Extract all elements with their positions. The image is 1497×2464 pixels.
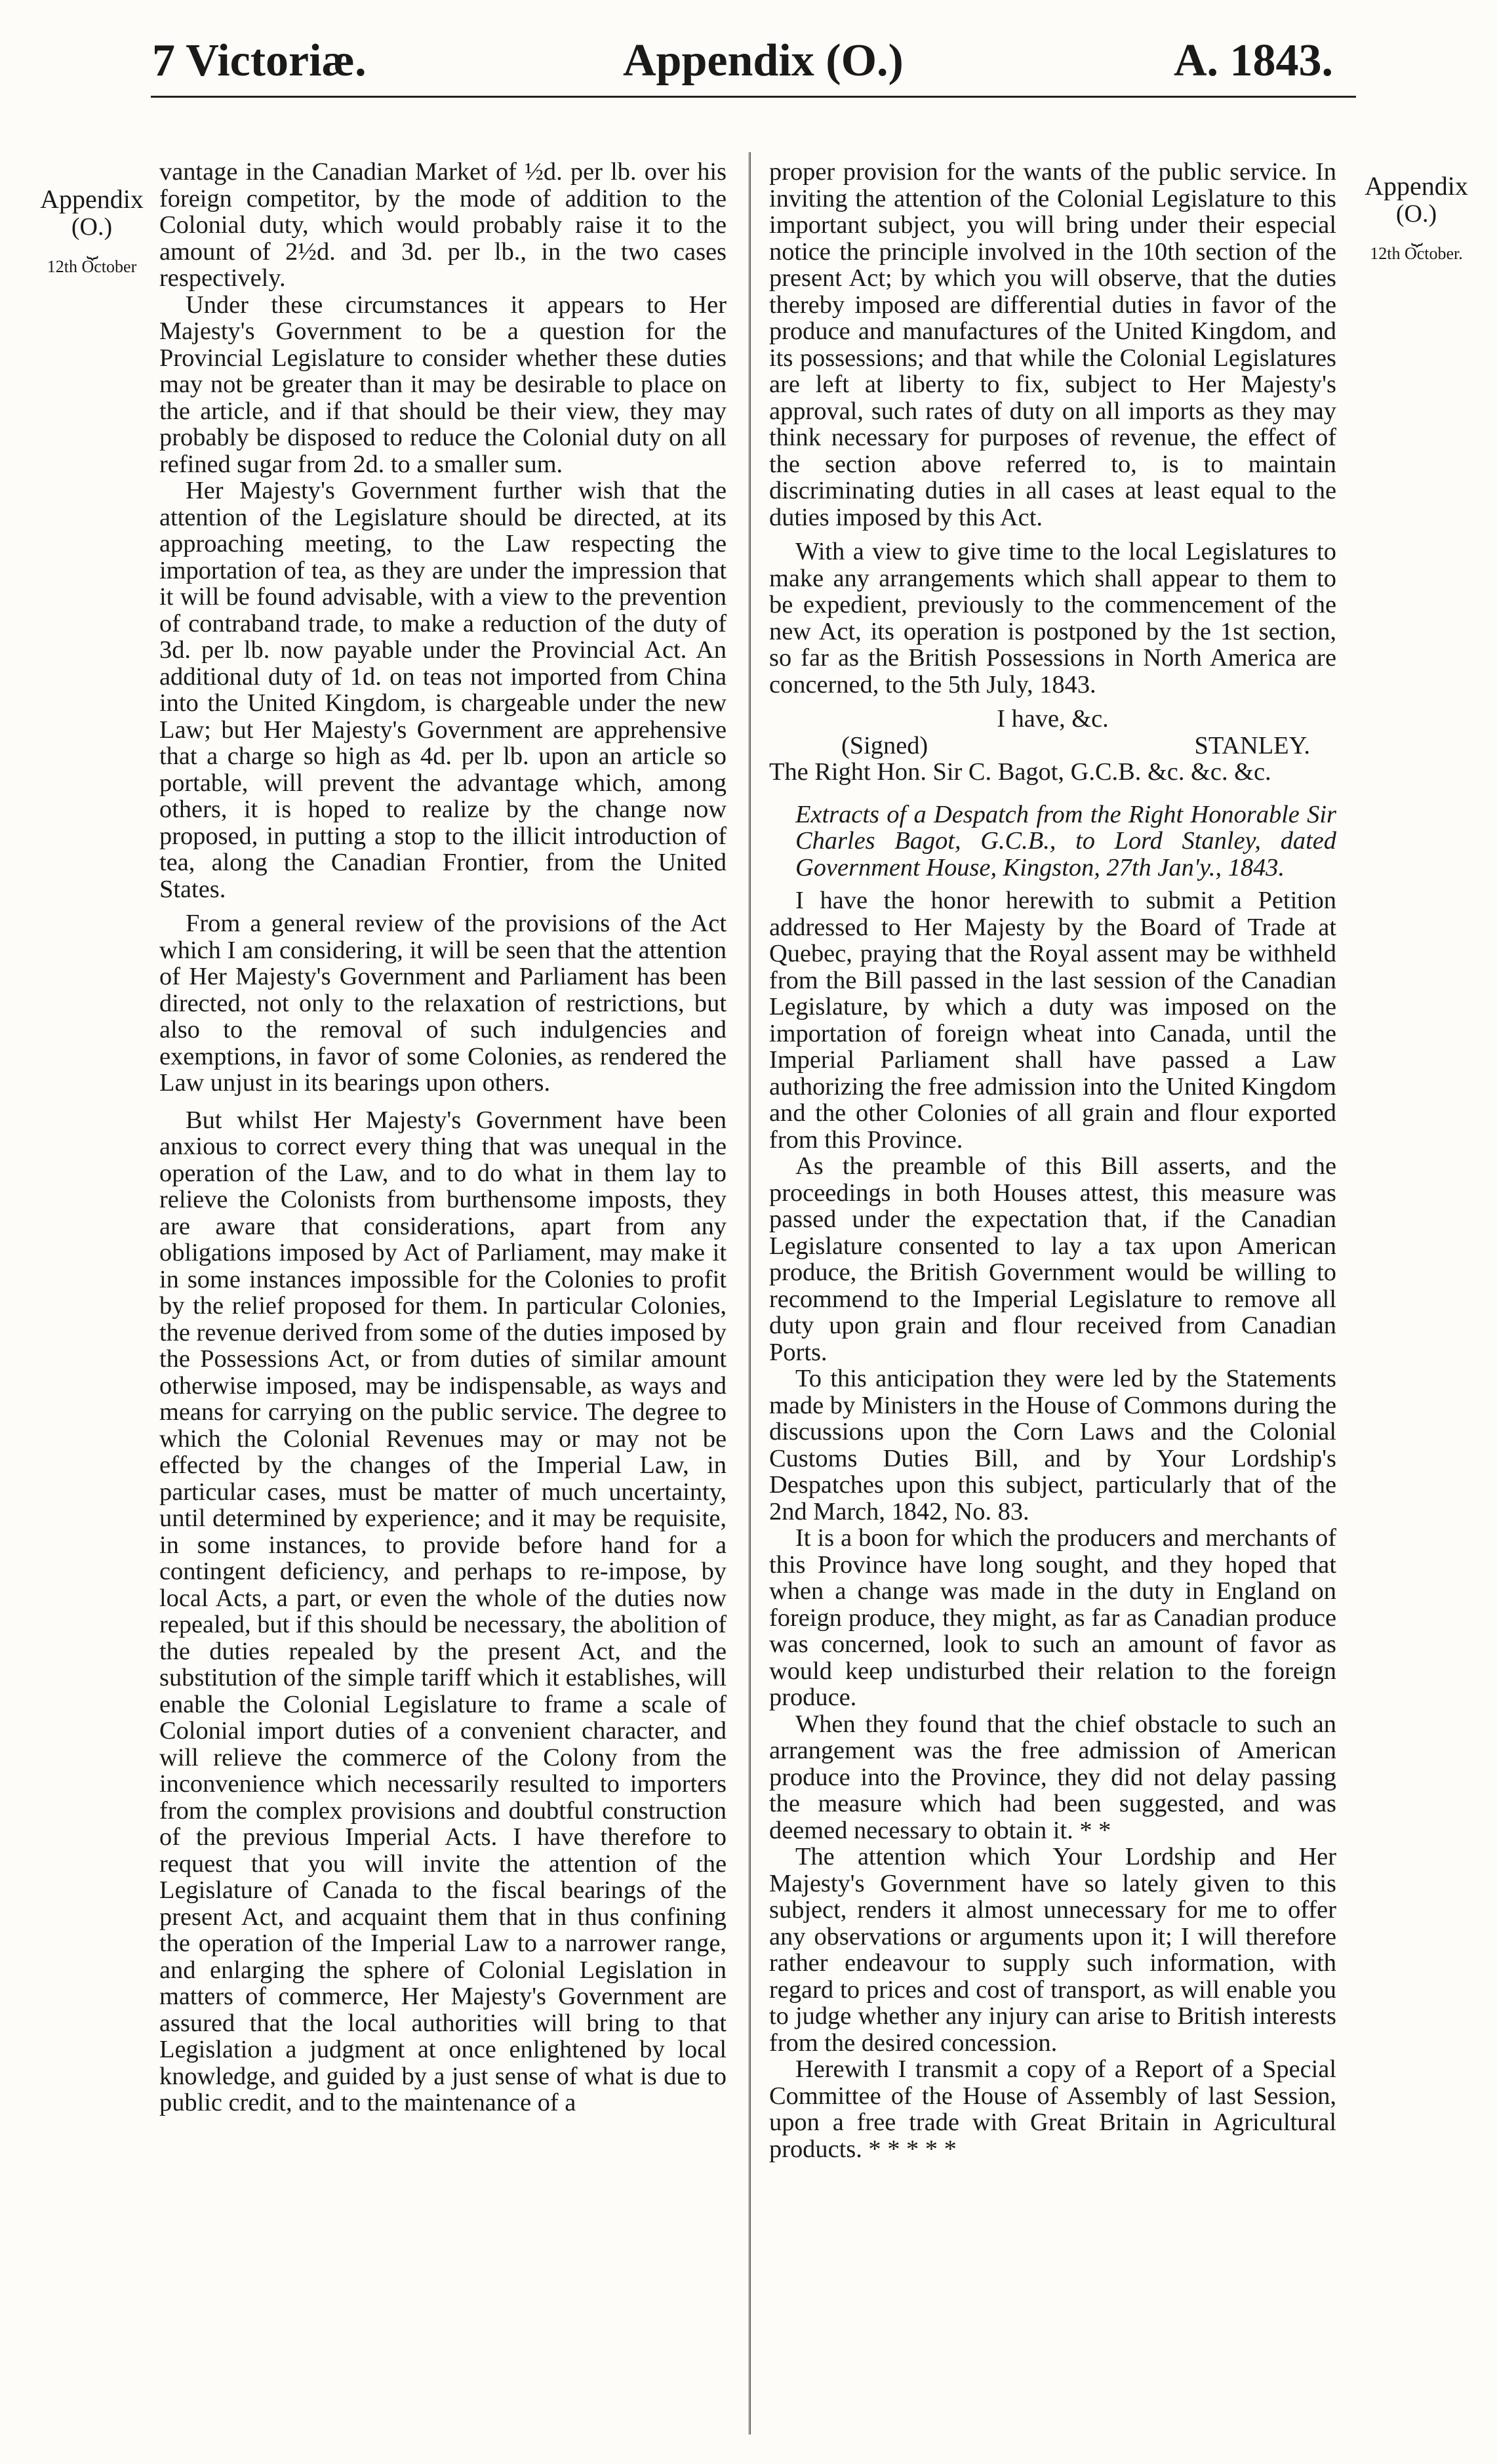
column-divider [749, 152, 751, 2434]
paragraph: proper provision for the wants of the public service. In inviting the attention of the Colonial Legislature to this important subject, you will bring under their especial notice the principle involved in the 10th section of the present Act; by which you will observe, that the duties thereby imposed are differential duties in favor of the produce and manufactures of the United Kingdom, and its possessions; and that while the Colonial Legislatures are left at liberty to fix, subject to Her Majesty's approval, such rates of duty on all imports as they may think necessary for purposes of revenue, the effect of the section above referred to, is to maintain discriminating duties in all cases at least equal to the duties imposed by this Act. [769, 159, 1336, 531]
signed-label: (Signed) [841, 731, 928, 759]
paragraph: It is a boon for which the producers and merchants of this Province have long sought, and they hoped that when a change was made in the duty in England on foreign produce, they might, as far as Canadian produce was concerned, look to such an amount of favor as would keep undisturbed their relation to the foreign produce. [769, 1524, 1336, 1711]
paragraph: From a general review of the provisions of the Act which I am considering, it will be seen that the attention of Her Majesty's Government and Parliament has been directed, not only to the relaxation of restrictions, but also to the removal of such indulgencies and exemptions, in favor of some Colonies, as rendered the Law unjust in its bearings upon others. [159, 910, 727, 1097]
paragraph: vantage in the Canadian Market of ½d. per lb. over his foreign competitor, by the mode of addition to the Colonial duty, which would probably raise it to the amount of 2½d. and 3d. per lb., in the two cases respectively. [159, 159, 727, 292]
paragraph: The attention which Your Lordship and Her Majesty's Government have so lately given to this subject, renders it almost unnecessary for me to offer any observations or arguments upon it; I will therefore rather endeavour to supply such information, with regard to prices and cost of transport, as will enable you to judge whether any injury can arise to British interests from the desired concession. [769, 1843, 1336, 2057]
right-column [769, 159, 1336, 2434]
paragraph: With a view to give time to the local Legislatures to make any arrangements which shall appear to them to be expedient, previously to the commencement of the new Act, its operation is postponed by the 1st section, so far as the British Possessions in North America are concerned, to the 5th July, 1843. [769, 538, 1336, 698]
right-margin-note [1351, 172, 1482, 264]
margin-appendix-label: Appendix [1365, 171, 1468, 201]
closing-salutation: I have, &c. [997, 705, 1109, 733]
page-header [0, 0, 1497, 131]
signer-name: STANLEY. [1194, 731, 1310, 759]
left-column [159, 159, 727, 2434]
paragraph: Herewith I transmit a copy of a Report of a Special Committee of the House of Assembly of last Session, upon a free trade with Great Britain in Agricultural products. * * * * * [769, 2055, 1336, 2163]
paragraph: When they found that the chief obstacle to such an arrangement was the free admission of American produce into the Province, they did not delay passing the measure which had been suggested, and was deemed necessary to obtain it. * * [769, 1710, 1336, 1844]
margin-appendix-letter: (O.) [1395, 200, 1437, 228]
header-session: 7 Victoriæ. [152, 35, 367, 86]
margin-appendix-label: Appendix [40, 184, 144, 214]
margin-brace: ⏟ [87, 237, 97, 259]
despatch-heading: Extracts of a Despatch from the Right Honorable Sir Charles Bagot, G.C.B., to Lord Stanley, dated Government House, Kingston, 27th Jan'y., 1843. [795, 800, 1336, 881]
addressee: The Right Hon. Sir C. Bagot, G.C.B. &c. &c. &c. [769, 758, 1271, 786]
paragraph: To this anticipation they were led by the Statements made by Ministers in the House of Commons during the discussions upon the Corn Laws and the Colonial Customs Duties Bill, and by Your Lordship's Despatches upon this subject, particularly that of the 2nd March, 1842, No. 83. [769, 1365, 1336, 1525]
paragraph: As the preamble of this Bill asserts, and the proceedings in both Houses attest, this measure was passed under the expectation that, if the Canadian Legislature consented to lay a tax upon American produce, the British Government would be willing to recommend to the Imperial Legislature to remove all duty upon grain and flour received from Canadian Ports. [769, 1152, 1336, 1366]
margin-brace: ⏟ [1411, 224, 1422, 246]
margin-date: 12th October. [1370, 244, 1463, 263]
header-year: A. 1843. [1174, 35, 1334, 86]
paragraph: But whilst Her Majesty's Government have been anxious to correct every thing that was unequal in the operation of the Law, and to do what in them lay to relieve the Colonists from burthensome imposts, they are aware that considerations, apart from any obligations imposed by Act of Parliament, may make it in some instances impossible for the Colonies to profit by the relief proposed for them. In particular Colonies, the revenue derived from some of the duties imposed by the Possessions Act, or from duties of similar amount otherwise imposed, may be indispensable, as ways and means for carrying on the public service. The degree to which the Colonial Revenues may or may not be effected by the changes of the Imperial Law, in particular cases, must be matter of much uncertainty, until determined by experience; and it may be requisite, in some instances, to provide before hand for a contingent deficiency, and perhaps to re-impose, by local Acts, a part, or even the whole of the duties now repealed, but if this should be necessary, the abolition of the duties repealed by the present Act, and the substitution of the simple tariff which it establishes, will enable the Colonial Legislature to frame a scale of Colonial import duties of a convenient character, and will relieve the commerce of the Colony from the inconvenience which necessarily resulted to importers from the complex provisions and doubtful construction of the previous Imperial Acts. I have therefore to request that you will invite the attention of the Legislature of Canada to the fiscal bearings of the present Act, and acquaint them that in thus confining the operation of the Imperial Law to a narrower range, and enlarging the sphere of Colonial Legislation in matters of commerce, Her Majesty's Government are assured that the local authorities will bring to that Legislation a judgment at once enlightened by local knowledge, and guided by a just sense of what is due to public credit, and to the maintenance of a [159, 1106, 727, 2116]
left-margin-note [26, 185, 157, 277]
signature-line [769, 733, 1336, 759]
margin-appendix-letter: (O.) [71, 213, 113, 241]
paragraph: Her Majesty's Government further wish that the attention of the Legislature should be directed, at its approaching meeting, to the Law respecting the importation of tea, as they are under the impression that it will be found advisable, with a view to the prevention of contraband trade, to make a reduction of the duty of 3d. per lb. now payable under the Provincial Act. An additional duty of 1d. on teas not imported from China into the United Kingdom, is chargeable under the new Law; but Her Majesty's Government are apprehensive that a charge so high as 4d. per lb. upon an article so portable, will prevent the advantage which, among others, it is hoped to realize by the change now proposed, in putting a stop to the illicit introduction of tea, along the Canadian Frontier, from the United States. [159, 477, 727, 903]
header-appendix: Appendix (O.) [623, 35, 904, 86]
margin-date: 12th October [47, 257, 137, 276]
paragraph: I have the honor herewith to submit a Petition addressed to Her Majesty by the Board of Trade at Quebec, praying that the Royal assent may be withheld from the Bill passed in the last session of the Canadian Legislature, by which a duty was imposed on the importation of foreign wheat into Canada, until the Imperial Parliament shall have passed a Law authorizing the free admission into the United Kingdom and the other Colonies of all grain and flour exported from this Province. [769, 887, 1336, 1154]
header-rule [151, 96, 1356, 98]
paragraph: Under these circumstances it appears to Her Majesty's Government to be a question for the Provincial Legislature to consider whether these duties may not be greater than it may be desirable to place on the article, and if that should be their view, they may probably be disposed to reduce the Colonial duty on all refined sugar from 2d. to a smaller sum. [159, 291, 727, 478]
